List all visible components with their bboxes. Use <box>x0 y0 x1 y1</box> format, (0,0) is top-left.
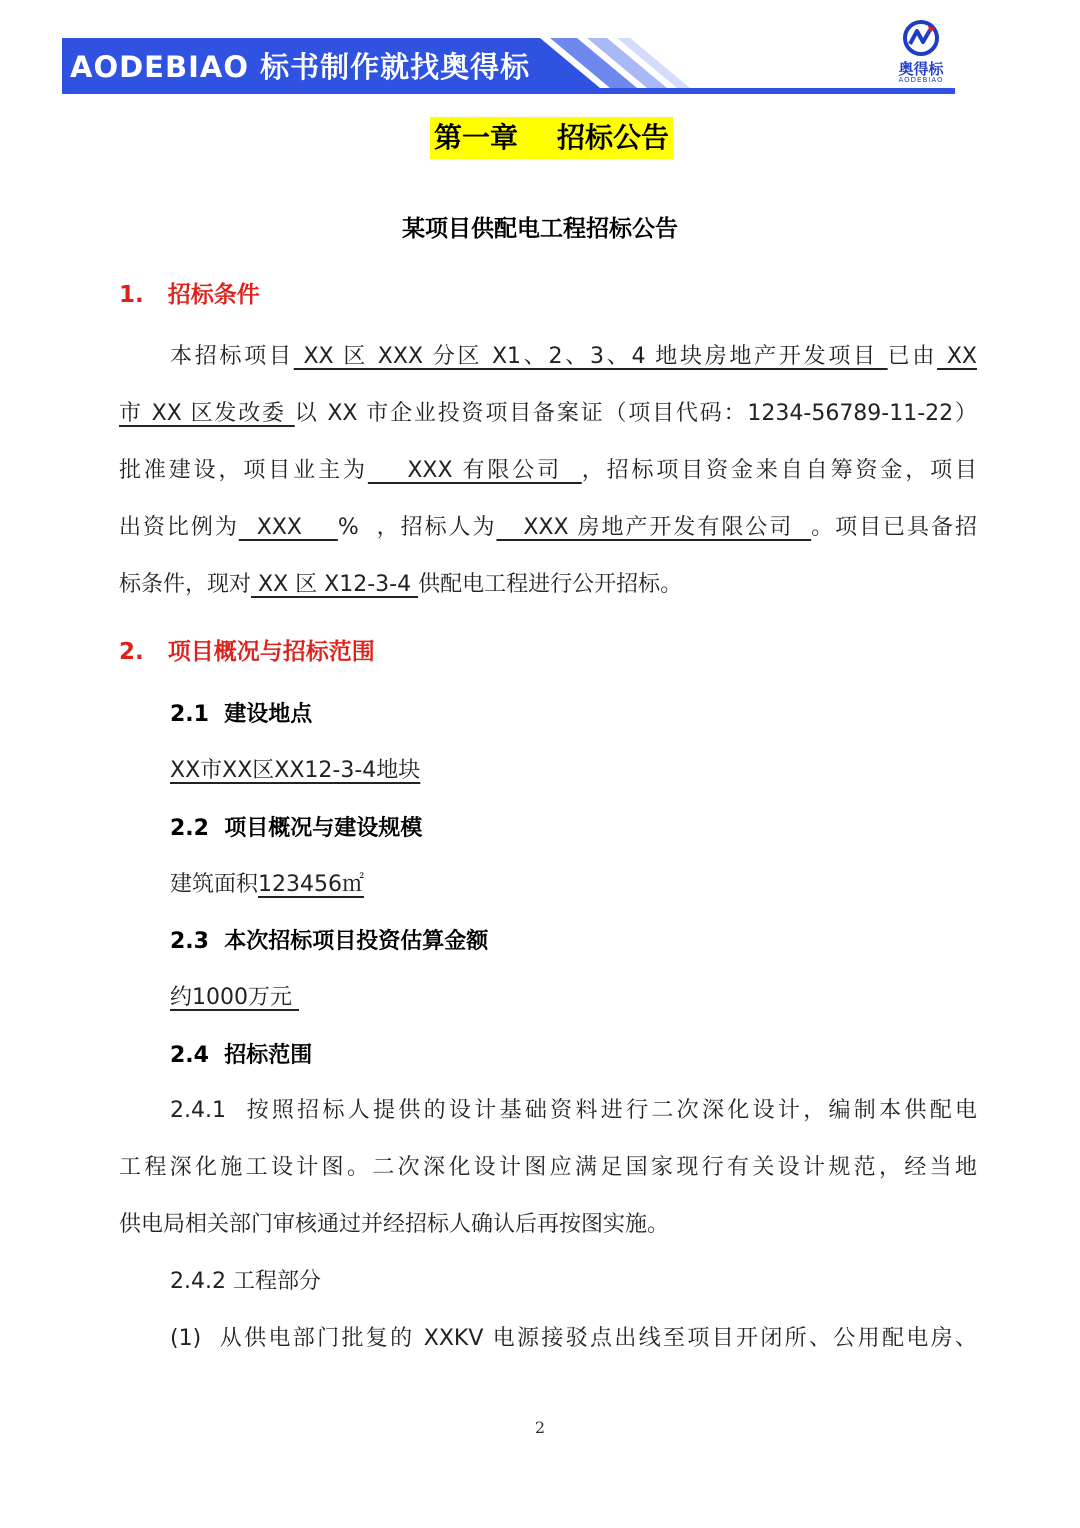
scope-line-3: 供电局相关部门审核通过并经招标人确认后再按图实施。 <box>119 1212 670 1237</box>
section-2-4-heading: 2.4 招标范围 <box>170 1043 313 1068</box>
scope-line-2: 工程深化施工设计图。二次深化设计图应满足国家现行有关设计规范，经当地 <box>119 1155 977 1180</box>
ratio-field: XXX <box>238 515 338 540</box>
location-field: XX市XX区XX12-3-4地块 <box>170 758 421 783</box>
approver-field: XX <box>937 344 977 369</box>
header-banner <box>62 38 955 96</box>
text-run: 。项目已具备招 <box>811 515 977 540</box>
tenderer-field: XXX 房地产开发有限公司 <box>496 515 812 540</box>
paragraph-line-3 <box>119 454 977 488</box>
paragraph-line-4 <box>119 511 977 545</box>
area-label: 建筑面积 <box>170 872 259 897</box>
text-run: % ，招标人为 <box>337 515 497 540</box>
area-field: 123456㎡ <box>258 872 364 897</box>
banner-title: AODEBIAO 标书制作就找奥得标 <box>70 50 531 84</box>
text-run: 出资比例为 <box>119 515 239 540</box>
paragraph-line-1 <box>170 340 977 374</box>
logo-text: 奥得标 <box>898 60 944 78</box>
section-1-heading: 1. 招标条件 <box>119 282 260 308</box>
paragraph-line-2 <box>119 397 977 431</box>
investment-line <box>170 981 299 1015</box>
document-title: 某项目供配电工程招标公告 <box>402 216 678 242</box>
engineering-part-heading: 2.4.2 工程部分 <box>170 1269 321 1294</box>
text-run: 以 XX 市企业投资项目备案证（项目代码：1234-56789-11-22） <box>294 401 977 426</box>
text-run: 标条件，现对 <box>119 572 252 597</box>
approver-field-cont: 市 XX 区发改委 <box>119 401 295 426</box>
text-run: ，招标项目资金来自自筹资金，项目 <box>581 458 977 483</box>
owner-field: XXX 有限公司 <box>367 458 582 483</box>
chapter-title: 第一章 招标公告 <box>430 117 673 159</box>
plot-field: XX 区 X12-3-4 <box>251 572 419 597</box>
paragraph-line-5 <box>119 568 682 602</box>
engineering-item-1: (1) 从供电部门批复的 XXKV 电源接驳点出线至项目开闭所、公用配电房、 <box>170 1326 977 1351</box>
section-2-1-heading: 2.1 建设地点 <box>170 702 313 727</box>
section-2-2-heading: 2.2 项目概况与建设规模 <box>170 816 423 841</box>
page-number: 2 <box>534 1418 546 1437</box>
area-line <box>170 868 364 902</box>
section-2-3-heading: 2.3 本次招标项目投资估算金额 <box>170 929 489 954</box>
location-value <box>170 754 420 788</box>
investment-field: 约1000万元 <box>170 985 299 1010</box>
logo-subtext: AODEBIAO <box>898 76 944 84</box>
text-run: 批准建设，项目业主为 <box>119 458 368 483</box>
text-run: 供配电工程进行公开招标。 <box>418 572 683 597</box>
scope-line-1: 2.4.1 按照招标人提供的设计基础资料进行二次深化设计，编制本供配电 <box>170 1098 977 1123</box>
project-name-field: XX 区 XXX 分区 X1、2、3、4 地块房地产开发项目 <box>293 344 888 369</box>
section-2-heading: 2. 项目概况与招标范围 <box>119 639 375 665</box>
text-run: 已由 <box>887 344 938 369</box>
text-run: 本招标项目 <box>170 344 294 369</box>
